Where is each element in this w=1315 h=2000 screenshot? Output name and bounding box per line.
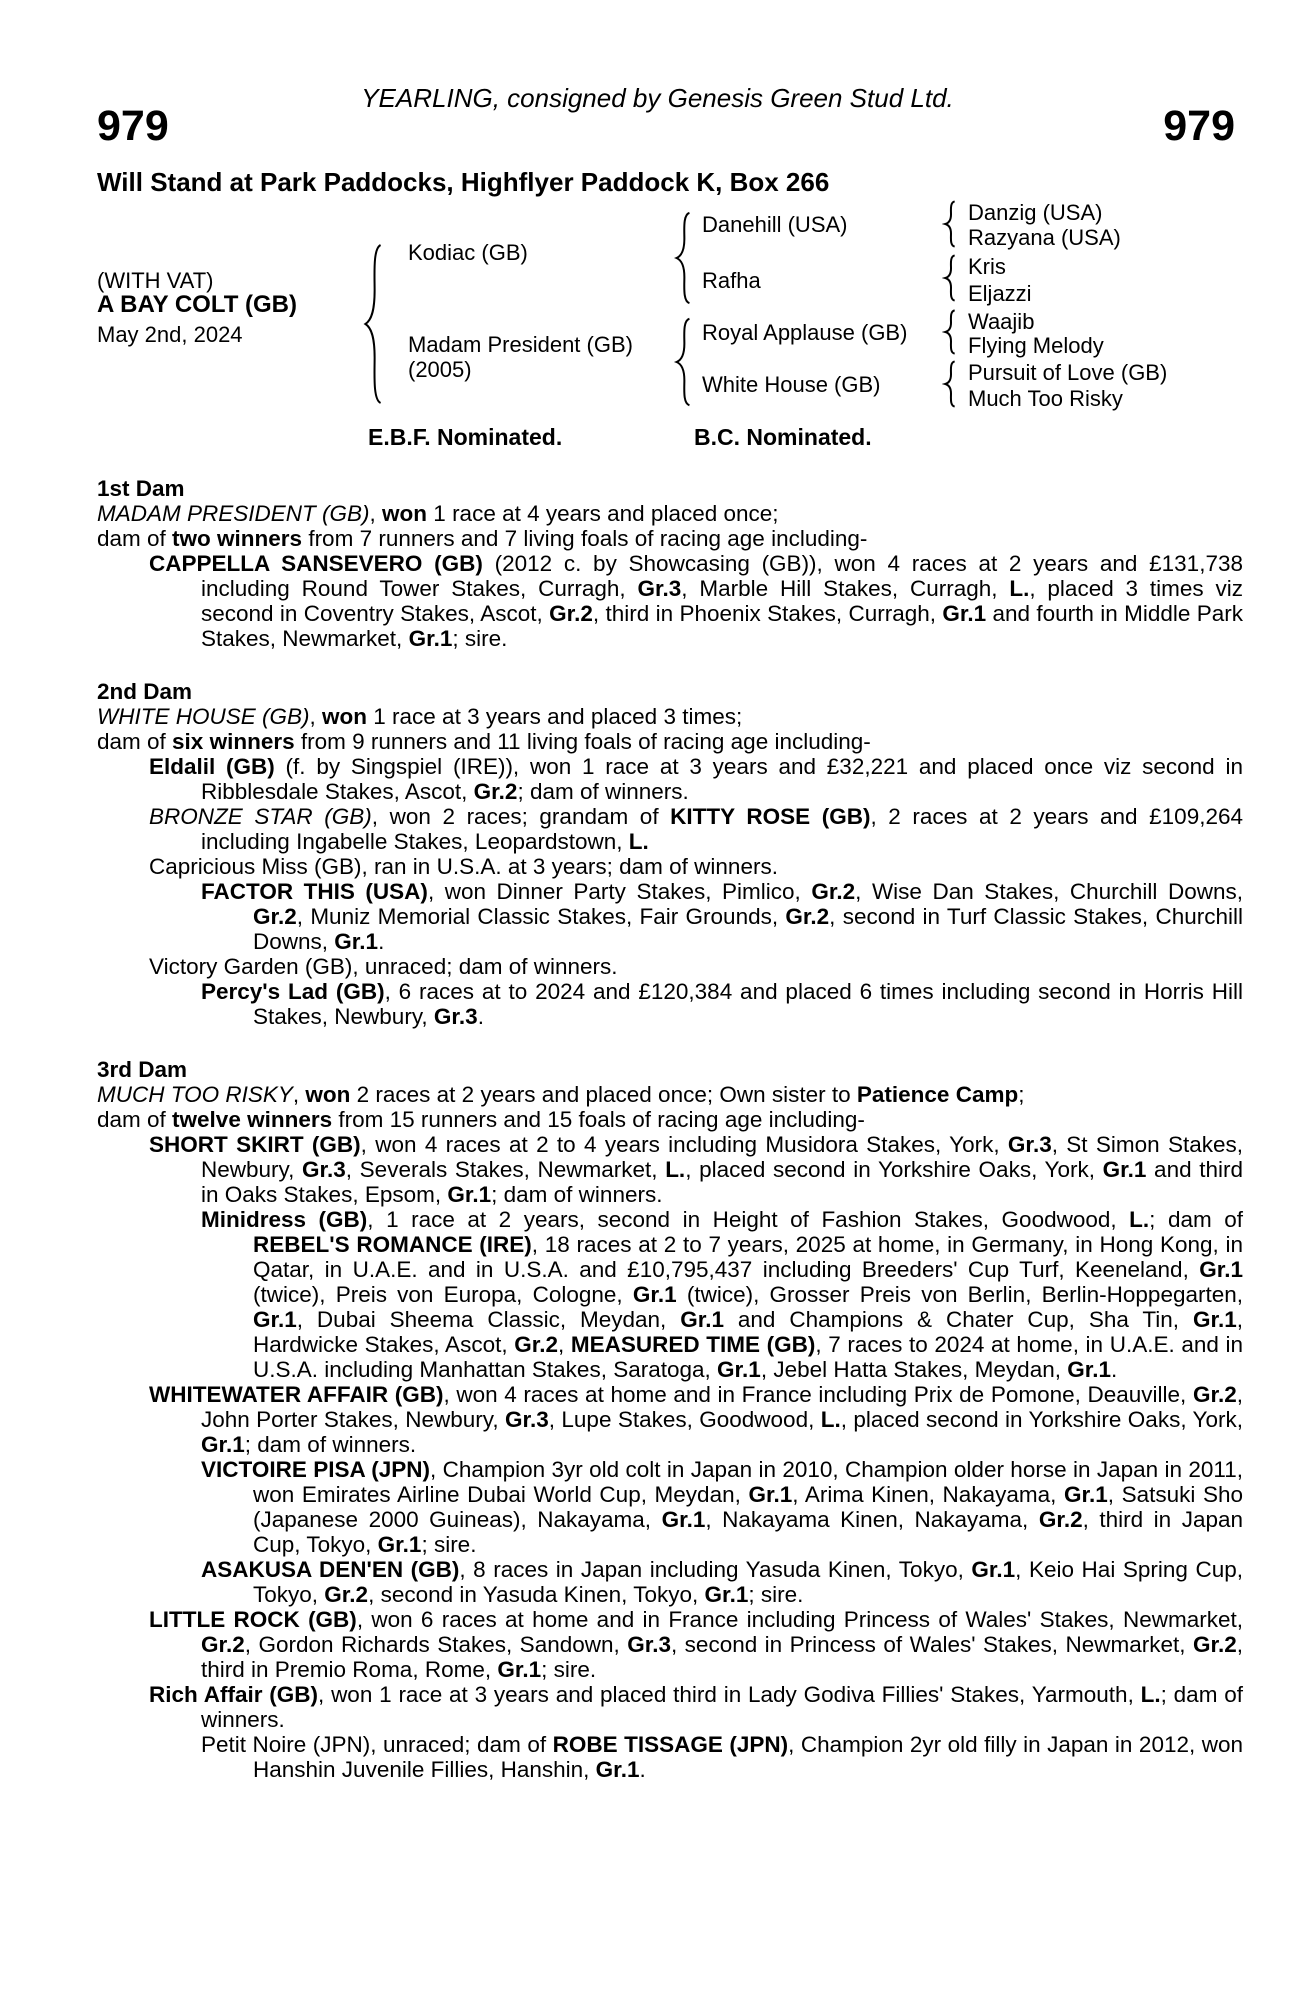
text-segment: , 6 races at to 2024 and £120,384 and placed 6 times including second in Horris Hill Stakes, Newbury, bbox=[253, 979, 1243, 1029]
great-grandparent-name: Razyana (USA) bbox=[968, 225, 1121, 250]
text-segment: REBEL'S ROMANCE (IRE) bbox=[253, 1232, 532, 1257]
text-segment: , placed 3 times viz second in Coventry Stakes, Ascot, bbox=[201, 576, 1244, 626]
pedigree-paragraph bbox=[97, 729, 1243, 754]
text-segment: . bbox=[378, 929, 385, 954]
text-segment: Gr.1 bbox=[1067, 1357, 1112, 1382]
text-segment: , Muniz Memorial Classic Stakes, Fair Grounds, bbox=[296, 904, 786, 929]
text-segment: . bbox=[477, 1004, 484, 1029]
great-grandparent-name: Danzig (USA) bbox=[968, 200, 1103, 225]
text-segment: Gr.2 bbox=[473, 779, 518, 804]
text-segment: Gr.1 bbox=[1102, 1157, 1147, 1182]
text-segment: , Nakayama Kinen, Nakayama, bbox=[705, 1507, 1039, 1532]
text-segment: WHITEWATER AFFAIR (GB) bbox=[149, 1382, 444, 1407]
text-segment: won bbox=[305, 1082, 351, 1107]
pedigree-brace-icon bbox=[672, 210, 694, 306]
text-segment: , third in Premio Roma, Rome, bbox=[201, 1632, 1243, 1682]
pedigree-brace-icon bbox=[942, 309, 958, 355]
text-segment: Gr.2 bbox=[514, 1332, 558, 1357]
section-title: 1st Dam bbox=[97, 476, 185, 501]
stand-location: Will Stand at Park Paddocks, Highflyer Paddock K, Box 266 bbox=[97, 167, 830, 197]
text-segment: Gr.1 bbox=[748, 1482, 793, 1507]
text-segment: Percy's Lad (GB) bbox=[201, 979, 385, 1004]
text-segment: Gr.1 bbox=[1063, 1482, 1108, 1507]
grandparent-name: Rafha bbox=[702, 268, 761, 293]
text-segment: LITTLE ROCK (GB) bbox=[149, 1607, 357, 1632]
pedigree-tree bbox=[0, 0, 1315, 470]
dam-section bbox=[97, 1057, 1243, 1782]
text-segment: won bbox=[322, 704, 368, 729]
text-segment: L. bbox=[665, 1157, 686, 1182]
text-segment: , bbox=[369, 501, 383, 526]
pedigree-paragraph bbox=[97, 854, 1243, 879]
pedigree-paragraph bbox=[97, 804, 1243, 854]
text-segment: Petit Noire (JPN), unraced; dam of bbox=[201, 1732, 553, 1757]
text-segment: Gr.1 bbox=[680, 1307, 724, 1332]
text-segment: (twice), Preis von Europa, Cologne, bbox=[253, 1282, 633, 1307]
text-segment: , 8 races in Japan including Yasuda Kinen, Tokyo, bbox=[459, 1557, 972, 1582]
text-segment: FACTOR THIS (USA) bbox=[201, 879, 428, 904]
pedigree-paragraph bbox=[97, 1382, 1243, 1457]
text-segment: L. bbox=[1129, 1207, 1150, 1232]
text-segment: ; sire. bbox=[541, 1657, 597, 1682]
text-segment: dam of bbox=[97, 729, 173, 754]
text-segment: , Champion 2yr old filly in Japan in 2012, won Hanshin Juvenile Fillies, Hanshin, bbox=[253, 1732, 1244, 1782]
text-segment: Gr.3 bbox=[1007, 1132, 1052, 1157]
text-segment: , won 4 races at 2 to 4 years including Musidora Stakes, York, bbox=[360, 1132, 1008, 1157]
text-segment: , bbox=[557, 1332, 571, 1357]
text-segment: Gr.1 bbox=[661, 1507, 706, 1532]
great-grandparent-name: Much Too Risky bbox=[968, 386, 1123, 411]
text-segment: and fourth in Middle Park Stakes, Newmarket, bbox=[201, 601, 1243, 651]
text-segment: ; dam of winners. bbox=[201, 1682, 1244, 1732]
pedigree-paragraph bbox=[97, 704, 1243, 729]
text-segment: Gr.2 bbox=[1038, 1507, 1083, 1532]
grandparent-name: Danehill (USA) bbox=[702, 212, 848, 237]
text-segment: WHITE HOUSE (GB) bbox=[97, 704, 310, 729]
text-segment: (2012 c. by Showcasing (GB)), won 4 races at 2 years and £131,738 including Round Tower Stakes, Curragh, bbox=[201, 551, 1243, 601]
bc-nomination: B.C. Nominated. bbox=[694, 424, 872, 450]
text-segment: , Jebel Hatta Stakes, Meydan, bbox=[760, 1357, 1068, 1382]
text-segment: from 9 runners and 11 living foals of racing age including- bbox=[294, 729, 871, 754]
text-segment: , 2 races at 2 years and £109,264 including Ingabelle Stakes, Leopardstown, bbox=[201, 804, 1244, 854]
pedigree-paragraph bbox=[97, 754, 1243, 804]
text-segment: Gr.3 bbox=[637, 576, 682, 601]
text-segment: Gr.1 bbox=[447, 1182, 492, 1207]
text-segment: ; dam of winners. bbox=[491, 1182, 663, 1207]
pedigree-paragraph bbox=[97, 1457, 1243, 1557]
text-segment: Gr.2 bbox=[811, 879, 856, 904]
text-segment: MUCH TOO RISKY bbox=[97, 1082, 293, 1107]
text-segment: won bbox=[382, 501, 428, 526]
text-segment: , 1 race at 2 years, second in Height of Fashion Stakes, Goodwood, bbox=[367, 1207, 1130, 1232]
text-segment: . bbox=[639, 1757, 646, 1782]
text-segment: L. bbox=[820, 1407, 841, 1432]
text-segment: dam of bbox=[97, 1107, 173, 1132]
text-segment: from 7 runners and 7 living foals of racing age including- bbox=[302, 526, 868, 551]
great-grandparent-name: Kris bbox=[968, 254, 1006, 279]
text-segment: Gr.1 bbox=[408, 626, 453, 651]
text-segment: , bbox=[309, 704, 323, 729]
text-segment: , 18 races at 2 to 7 years, 2025 at home, in Germany, in Hong Kong, in Qatar, in U.A.E. and in U.S.A. and £10,795,437 including Breeders' Cup Turf, Keeneland, bbox=[253, 1232, 1243, 1282]
text-segment: , second in Yasuda Kinen, Tokyo, bbox=[368, 1582, 705, 1607]
pedigree-paragraph bbox=[97, 1682, 1243, 1732]
text-segment: Gr.1 bbox=[253, 1307, 297, 1332]
text-segment: , second in Princess of Wales' Stakes, Newmarket, bbox=[670, 1632, 1193, 1657]
text-segment: , Gordon Richards Stakes, Sandown, bbox=[244, 1632, 628, 1657]
text-segment: ROBE TISSAGE (JPN) bbox=[552, 1732, 789, 1757]
text-segment: Eldalil (GB) bbox=[149, 754, 275, 779]
great-grandparent-name: Flying Melody bbox=[968, 333, 1104, 358]
text-segment: , bbox=[292, 1082, 306, 1107]
lot-number-right: 979 bbox=[1163, 102, 1235, 150]
text-segment: , placed second in Yorkshire Oaks, York, bbox=[840, 1407, 1243, 1432]
text-segment: , Keio Hai Spring Cup, Tokyo, bbox=[253, 1557, 1243, 1607]
pedigree-paragraph bbox=[97, 551, 1243, 651]
text-segment: ; bbox=[1018, 1082, 1025, 1107]
text-segment: two winners bbox=[172, 526, 303, 551]
text-segment: 1 race at 3 years and placed 3 times; bbox=[367, 704, 743, 729]
text-segment: , 7 races to 2024 at home, in U.A.E. and in U.S.A. including Manhattan Stakes, Saratoga, bbox=[253, 1332, 1243, 1382]
text-segment: Gr.1 bbox=[1199, 1257, 1243, 1282]
text-segment: VICTOIRE PISA (JPN) bbox=[201, 1457, 431, 1482]
text-segment: , St Simon Stakes, Newbury, bbox=[201, 1132, 1243, 1182]
text-segment: from 15 runners and 15 foals of racing age including- bbox=[332, 1107, 865, 1132]
section-title: 2nd Dam bbox=[97, 679, 193, 704]
text-segment: , Marble Hill Stakes, Curragh, bbox=[681, 576, 1010, 601]
text-segment: SHORT SKIRT (GB) bbox=[149, 1132, 361, 1157]
dam-year: (2005) bbox=[408, 357, 472, 382]
text-segment: twelve winners bbox=[172, 1107, 333, 1132]
text-segment: Minidress (GB) bbox=[201, 1207, 368, 1232]
text-segment: Gr.1 bbox=[377, 1532, 422, 1557]
pedigree-paragraph bbox=[97, 501, 1243, 526]
text-segment: , Satsuki Sho (Japanese 2000 Guineas), Nakayama, bbox=[253, 1482, 1243, 1532]
pedigree-brace-icon bbox=[360, 240, 386, 408]
consignor-line: YEARLING, consigned by Genesis Green Stud Ltd. bbox=[361, 83, 954, 113]
pedigree-paragraph bbox=[97, 979, 1243, 1029]
text-segment: L. bbox=[1009, 576, 1030, 601]
pedigree-brace-icon bbox=[942, 360, 958, 408]
text-segment: , won 6 races at home and in France including Princess of Wales' Stakes, Newmarket, bbox=[356, 1607, 1243, 1632]
text-segment: Rich Affair (GB) bbox=[149, 1682, 319, 1707]
pedigree-paragraph bbox=[97, 526, 1243, 551]
text-segment: ; sire. bbox=[748, 1582, 804, 1607]
text-segment: KITTY ROSE (GB) bbox=[670, 804, 871, 829]
text-segment: ASAKUSA DEN'EN (GB) bbox=[201, 1557, 460, 1582]
vat-note: (WITH VAT) bbox=[97, 268, 214, 293]
text-segment: Gr.3 bbox=[433, 1004, 478, 1029]
horse-name: A BAY COLT (GB) bbox=[97, 291, 298, 318]
text-segment: Victory Garden (GB), unraced; dam of winners. bbox=[149, 954, 618, 979]
text-segment: Gr.1 bbox=[632, 1282, 677, 1307]
text-segment: Gr.2 bbox=[201, 1632, 245, 1657]
text-segment: Gr.1 bbox=[201, 1432, 245, 1457]
text-segment: MEASURED TIME (GB) bbox=[570, 1332, 816, 1357]
dam-sections bbox=[97, 476, 1243, 1782]
text-segment: 1 race at 4 years and placed once; bbox=[427, 501, 779, 526]
lot-number-left: 979 bbox=[97, 102, 169, 150]
text-segment: Patience Camp bbox=[856, 1082, 1019, 1107]
pedigree-paragraph bbox=[97, 1732, 1243, 1782]
text-segment: Gr.2 bbox=[549, 601, 593, 626]
text-segment: Gr.2 bbox=[785, 904, 830, 929]
text-segment: Gr.1 bbox=[704, 1582, 749, 1607]
text-segment: ; dam of winners. bbox=[244, 1432, 417, 1457]
dam-section bbox=[97, 679, 1243, 1029]
text-segment: , Severals Stakes, Newmarket, bbox=[345, 1157, 666, 1182]
text-segment: Gr.1 bbox=[971, 1557, 1016, 1582]
text-segment: , Champion 3yr old colt in Japan in 2010, Champion older horse in Japan in 2011, won Emirates Airline Dubai World Cup, Meydan, bbox=[253, 1457, 1243, 1507]
great-grandparent-name: Eljazzi bbox=[968, 281, 1032, 306]
text-segment: and third in Oaks Stakes, Epsom, bbox=[201, 1157, 1244, 1207]
text-segment: Gr.1 bbox=[1192, 1307, 1237, 1332]
great-grandparent-name: Waajib bbox=[968, 309, 1035, 334]
sire-name: Kodiac (GB) bbox=[408, 240, 528, 265]
text-segment: L. bbox=[628, 829, 649, 854]
text-segment: Capricious Miss (GB), ran in U.S.A. at 3 years; dam of winners. bbox=[149, 854, 778, 879]
foal-date: May 2nd, 2024 bbox=[97, 322, 243, 347]
text-segment: Gr.2 bbox=[1192, 1382, 1237, 1407]
text-segment: Gr.3 bbox=[302, 1157, 346, 1182]
pedigree-paragraph bbox=[97, 1082, 1243, 1107]
text-segment: Gr.2 bbox=[1192, 1632, 1237, 1657]
pedigree-paragraph bbox=[97, 1107, 1243, 1132]
pedigree-paragraph bbox=[97, 954, 1243, 979]
pedigree-brace-icon bbox=[942, 200, 958, 248]
pedigree-paragraph bbox=[97, 1607, 1243, 1682]
text-segment: MADAM PRESIDENT (GB) bbox=[97, 501, 370, 526]
text-segment: Gr.2 bbox=[324, 1582, 369, 1607]
text-segment: , Lupe Stakes, Goodwood, bbox=[548, 1407, 821, 1432]
text-segment: Gr.1 bbox=[717, 1357, 761, 1382]
text-segment: and Champions & Chater Cup, Sha Tin, bbox=[723, 1307, 1193, 1332]
text-segment: , John Porter Stakes, Newbury, bbox=[201, 1382, 1243, 1432]
text-segment: , Arima Kinen, Nakayama, bbox=[792, 1482, 1064, 1507]
text-segment: , won Dinner Party Stakes, Pimlico, bbox=[427, 879, 812, 904]
text-segment: Gr.1 bbox=[942, 601, 987, 626]
text-segment: , second in Turf Classic Stakes, Churchill Downs, bbox=[253, 904, 1243, 954]
grandparent-name: Royal Applause (GB) bbox=[702, 320, 908, 345]
pedigree-brace-icon bbox=[942, 254, 958, 302]
text-segment: ; dam of winners. bbox=[517, 779, 689, 804]
pedigree-paragraph bbox=[97, 1557, 1243, 1607]
text-segment: L. bbox=[1140, 1682, 1161, 1707]
grandparent-name: White House (GB) bbox=[702, 372, 881, 397]
text-segment: , won 4 races at home and in France including Prix de Pomone, Deauville, bbox=[443, 1382, 1193, 1407]
ebf-nomination: E.B.F. Nominated. bbox=[368, 424, 563, 450]
section-title: 3rd Dam bbox=[97, 1057, 188, 1082]
text-segment: ; sire. bbox=[452, 626, 508, 651]
pedigree-paragraph bbox=[97, 879, 1243, 954]
pedigree-brace-icon bbox=[672, 316, 694, 408]
text-segment: , Wise Dan Stakes, Churchill Downs, bbox=[855, 879, 1243, 904]
pedigree-paragraph bbox=[97, 1132, 1243, 1207]
pedigree-paragraph bbox=[97, 1207, 1243, 1382]
text-segment: , Dubai Sheema Classic, Meydan, bbox=[296, 1307, 681, 1332]
text-segment: CAPPELLA SANSEVERO (GB) bbox=[149, 551, 483, 576]
great-grandparent-name: Pursuit of Love (GB) bbox=[968, 360, 1168, 385]
text-segment: ; sire. bbox=[421, 1532, 477, 1557]
text-segment: Gr.1 bbox=[334, 929, 379, 954]
text-segment: ; dam of bbox=[1149, 1207, 1243, 1232]
text-segment: Gr.3 bbox=[504, 1407, 549, 1432]
text-segment: dam of bbox=[97, 526, 173, 551]
text-segment: Gr.1 bbox=[595, 1757, 640, 1782]
text-segment: Gr.1 bbox=[497, 1657, 542, 1682]
dam-name: Madam President (GB) bbox=[408, 332, 633, 357]
text-segment: . bbox=[1111, 1357, 1118, 1382]
text-segment: , Hardwicke Stakes, Ascot, bbox=[253, 1307, 1243, 1357]
text-segment: six winners bbox=[172, 729, 295, 754]
text-segment: 2 races at 2 years and placed once; Own sister to bbox=[350, 1082, 857, 1107]
text-segment: Gr.2 bbox=[253, 904, 297, 929]
text-segment: , won 2 races; grandam of bbox=[371, 804, 671, 829]
text-segment: , third in Japan Cup, Tokyo, bbox=[253, 1507, 1244, 1557]
text-segment: , placed second in Yorkshire Oaks, York, bbox=[685, 1157, 1103, 1182]
text-segment: , won 1 race at 3 years and placed third in Lady Godiva Fillies' Stakes, Yarmouth, bbox=[318, 1682, 1141, 1707]
text-segment: (twice), Grosser Preis von Berlin, Berlin-Hoppegarten, bbox=[676, 1282, 1244, 1307]
dam-section bbox=[97, 476, 1243, 651]
text-segment: (f. by Singspiel (IRE)), won 1 race at 3 years and £32,221 and placed once viz second in Ribblesdale Stakes, Ascot, bbox=[201, 754, 1243, 804]
text-segment: , third in Phoenix Stakes, Curragh, bbox=[592, 601, 943, 626]
text-segment: Gr.3 bbox=[627, 1632, 671, 1657]
text-segment: BRONZE STAR (GB) bbox=[149, 804, 372, 829]
